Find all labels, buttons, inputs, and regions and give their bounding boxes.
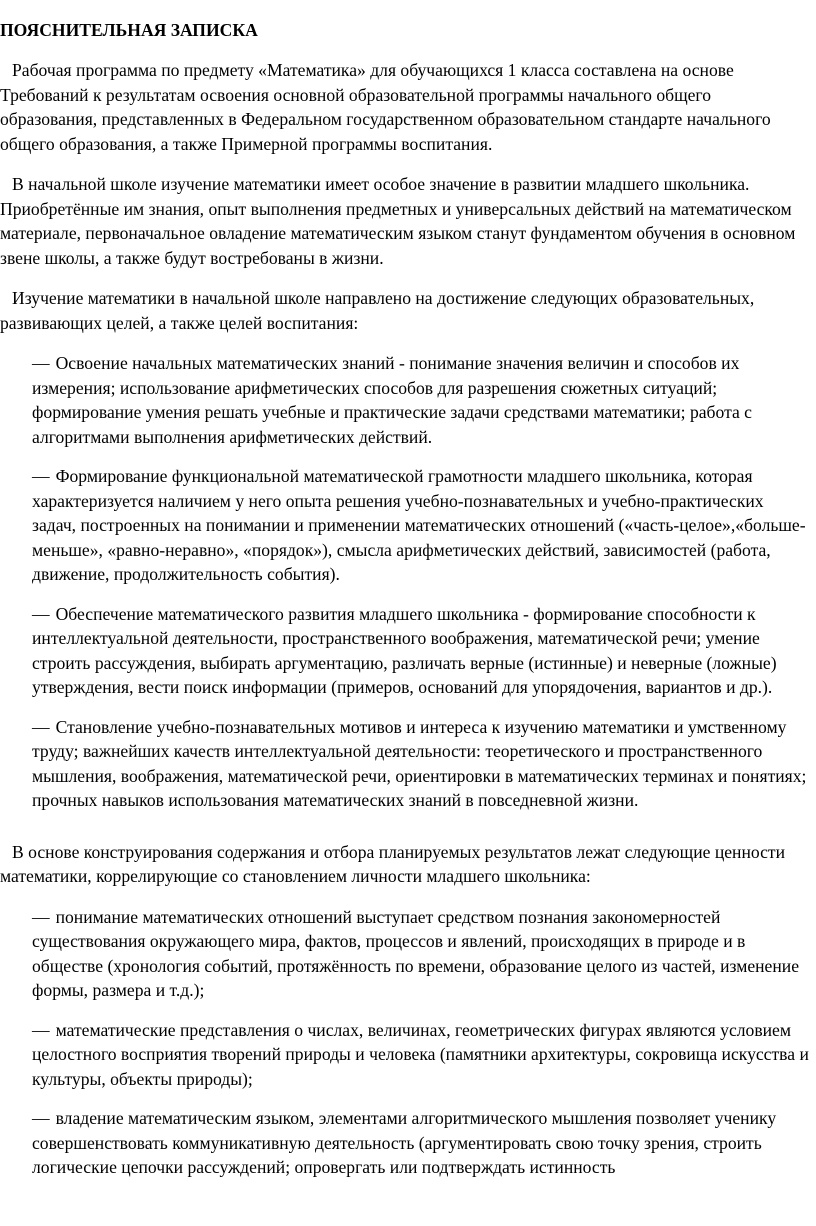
dash-marker: — [32, 353, 50, 373]
document-page [0, 18, 810, 1195]
value-item-1 [32, 905, 810, 1003]
intro-paragraph: Рабочая программа по предмету «Математика» для обучающихся 1 класса составлена на основе Требований к результатам освоения основной образовательной программы начального общего образования, представленных в Федеральном государственном образовательном стандарте начального общего образования, а также Примерной программы воспитания. [0, 60, 771, 154]
goal-item-2 [32, 464, 810, 587]
dash-marker: — [32, 906, 50, 927]
value-text: математические представления о числах, величинах, геометрических фигурах являются условием целостного восприятия творений природы и человека (памятники архитектуры, сокровища искусства и культуры, объекты природы); [32, 1019, 809, 1089]
goals-intro-paragraph: Изучение математики в начальной школе направлено на достижение следующих образовательных, развивающих целей, а также целей воспитания: [0, 288, 755, 333]
values-intro-paragraph: В основе конструирования содержания и отбора планируемых результатов лежат следующие ценности математики, коррелирующие со становлением личности младшего школьника: [0, 841, 786, 886]
goal-item-1 [32, 351, 810, 449]
importance-paragraph: В начальной школе изучение математики имеет особое значение в развитии младшего школьника. Приобретённые им знания, опыт выполнения предметных и универсальных действий на математическом материале, первоначальное овладение математическим языком станут фундаментом обучения в основном звене школы, а также будут востребованы в жизни. [0, 174, 796, 268]
goal-text: Обеспечение математического развития младшего школьника - формирование способности к интеллектуальной деятельности, пространственного воображения, математической речи; умение строить рассуждения, выбирать аргументацию, различать верные (истинные) и неверные (ложные) утверждения, вести поиск информации (примеров, оснований для упорядочения, вариантов и др.). [32, 603, 777, 697]
dash-marker: — [32, 466, 50, 486]
dash-marker: — [32, 603, 50, 624]
dash-marker: — [32, 716, 50, 737]
spacer [0, 828, 810, 840]
value-item-3 [32, 1106, 810, 1180]
value-item-2 [32, 1018, 810, 1092]
goal-text: Становление учебно-познавательных мотивов и интереса к изучению математики и умственному труду; важнейших качеств интеллектуальной деятельности: теоретического и пространственного мышления, воображения, математической речи, ориентировки в математических терминах и понятиях; прочных навыков использования математических знаний в повседневной жизни. [32, 716, 807, 810]
goal-item-4 [32, 715, 810, 813]
dash-marker: — [32, 1019, 50, 1040]
value-text: понимание математических отношений выступает средством познания закономерностей существования окружающего мира, фактов, процессов и явлений, происходящих в природе и в обществе (хронология событий, протяжённость по времени, образование целого из частей, изменение формы, размера и т.д.); [32, 906, 800, 1000]
goal-text: Освоение начальных математических знаний - понимание значения величин и способов их измерения; использование арифметических способов для разрешения сюжетных ситуаций; формирование умения решать учебные и практические задачи средствами математики; работа с алгоритмами выполнения арифметических действий. [32, 353, 752, 447]
dash-marker: — [32, 1108, 50, 1128]
goal-text: Формирование функциональной математической грамотности младшего школьника, которая характеризуется наличием у него опыта решения учебно-познавательных и учебно-практических задач, построенных на понимании и применении математических отношений («часть-целое»,«больше-меньше», «равно-неравно», «порядок»), смысла арифметических действий, зависимостей (работа, движение, продолжительность события). [32, 466, 806, 584]
value-text: владение математическим языком, элементами алгоритмического мышления позволяет ученику совершенствовать коммуникативную деятельность (аргументировать свою точку зрения, строить логические цепочки рассуждений; опровергать или подтверждать истинность [32, 1108, 777, 1177]
document-title: ПОЯСНИТЕЛЬНАЯ ЗАПИСКА [0, 20, 258, 40]
goal-item-3 [32, 602, 810, 700]
